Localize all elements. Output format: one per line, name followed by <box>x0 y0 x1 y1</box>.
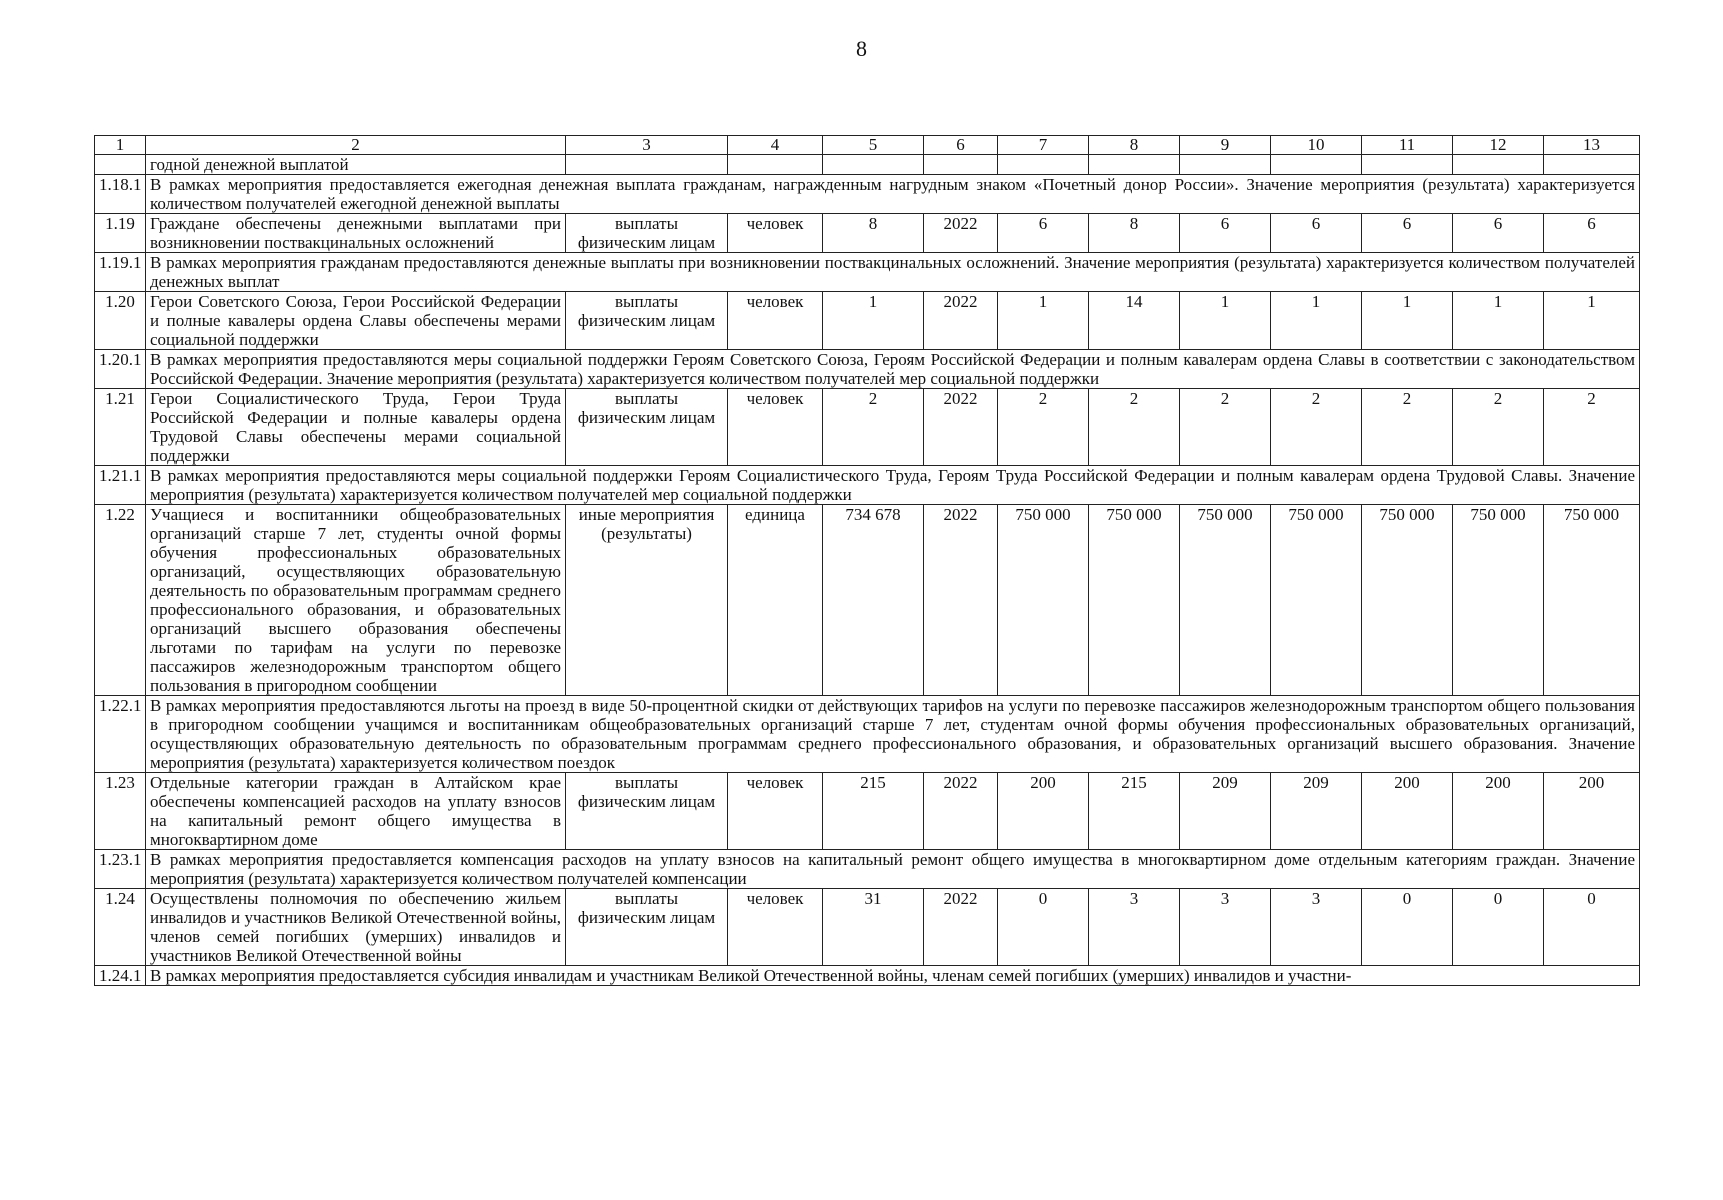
result-type: выплаты физическим лицам <box>566 773 728 850</box>
year-value: 0 <box>998 889 1089 966</box>
year-value: 750 000 <box>1089 505 1180 696</box>
row-number: 1.21 <box>95 389 146 466</box>
year-value: 750 000 <box>1544 505 1640 696</box>
indicators-table <box>94 135 1640 986</box>
row-number: 1.20.1 <box>95 350 146 389</box>
column-number: 5 <box>823 136 924 155</box>
empty-cell <box>728 155 823 175</box>
year-value: 750 000 <box>1453 505 1544 696</box>
result-name: Граждане обеспечены денежными выплатами при возникновении поствакцинальных осложнений <box>146 214 566 253</box>
year-value: 0 <box>1544 889 1640 966</box>
year-value: 750 000 <box>1180 505 1271 696</box>
column-number: 6 <box>924 136 998 155</box>
unit-of-measure: человек <box>728 773 823 850</box>
row-number: 1.23 <box>95 773 146 850</box>
description-row <box>95 175 1640 214</box>
description-text: В рамках мероприятия предоставляются меры социальной поддержки Героям Советского Союза, Героям Российской Федерации и полным кавалерам ордена Славы в соответствии с законодательством Российской Федерации. Значение мероприятия (результата) характеризуется количеством получателей мер социальной поддержки <box>146 350 1640 389</box>
column-number: 9 <box>1180 136 1271 155</box>
year-value: 750 000 <box>998 505 1089 696</box>
row-number: 1.19.1 <box>95 253 146 292</box>
base-year: 2022 <box>924 505 998 696</box>
description-text: В рамках мероприятия предоставляется компенсация расходов на уплату взносов на капитальный ремонт общего имущества в многоквартирном доме отдельным категориям граждан. Значение мероприятия (результата) характеризуется количеством получателей компенсации <box>146 850 1640 889</box>
column-number: 11 <box>1362 136 1453 155</box>
result-type: выплаты физическим лицам <box>566 889 728 966</box>
empty-cell <box>823 155 924 175</box>
year-value: 750 000 <box>1271 505 1362 696</box>
year-value: 1 <box>998 292 1089 350</box>
row-number: 1.22.1 <box>95 696 146 773</box>
year-value: 200 <box>1453 773 1544 850</box>
year-value: 3 <box>1271 889 1362 966</box>
result-row <box>95 292 1640 350</box>
year-value: 2 <box>1180 389 1271 466</box>
year-value: 0 <box>1362 889 1453 966</box>
year-value: 3 <box>1089 889 1180 966</box>
column-number: 10 <box>1271 136 1362 155</box>
year-value: 2 <box>1453 389 1544 466</box>
description-row <box>95 350 1640 389</box>
row-number: 1.24.1 <box>95 966 146 986</box>
year-value: 6 <box>1544 214 1640 253</box>
description-row <box>95 850 1640 889</box>
year-value: 6 <box>998 214 1089 253</box>
year-value: 6 <box>1180 214 1271 253</box>
base-year: 2022 <box>924 889 998 966</box>
result-type: выплаты физическим лицам <box>566 292 728 350</box>
description-text: В рамках мероприятия предоставляются льготы на проезд в виде 50-процентной скидки от действующих тарифов на услуги по перевозке пассажиров железнодорожным транспортом общего пользования в пригородном сообщении учащимся и воспитанникам общеобразовательных организаций старше 7 лет, студентам очной формы обучения профессиональных образовательных организаций, осуществляющих образовательную деятельность по образовательным программам среднего профессионального образования, и образовательных организаций высшего образования. Значение мероприятия (результата) характеризуется количеством поездок <box>146 696 1640 773</box>
year-value: 750 000 <box>1362 505 1453 696</box>
description-row <box>95 696 1640 773</box>
year-value: 200 <box>998 773 1089 850</box>
year-value: 2 <box>998 389 1089 466</box>
result-row <box>95 214 1640 253</box>
year-value: 3 <box>1180 889 1271 966</box>
row-number: 1.23.1 <box>95 850 146 889</box>
result-row <box>95 389 1640 466</box>
row-number: 1.19 <box>95 214 146 253</box>
year-value: 200 <box>1544 773 1640 850</box>
year-value: 6 <box>1271 214 1362 253</box>
description-row <box>95 466 1640 505</box>
year-value: 209 <box>1271 773 1362 850</box>
column-number: 12 <box>1453 136 1544 155</box>
year-value: 2 <box>1271 389 1362 466</box>
unit-of-measure: человек <box>728 389 823 466</box>
result-row <box>95 773 1640 850</box>
result-type: иные мероприятия (результаты) <box>566 505 728 696</box>
year-value: 1 <box>1544 292 1640 350</box>
row-number: 1.18.1 <box>95 175 146 214</box>
base-value: 215 <box>823 773 924 850</box>
empty-cell <box>924 155 998 175</box>
base-year: 2022 <box>924 292 998 350</box>
result-name: Герои Советского Союза, Герои Российской Федерации и полные кавалеры ордена Славы обеспечены мерами социальной поддержки <box>146 292 566 350</box>
unit-of-measure: человек <box>728 214 823 253</box>
description-text: В рамках мероприятия предоставляются меры социальной поддержки Героям Социалистического Труда, Героям Труда Российской Федерации и полным кавалерам ордена Трудовой Славы. Значение мероприятия (результата) характеризуется количеством получателей мер социальной поддержки <box>146 466 1640 505</box>
result-name: Герои Социалистического Труда, Герои Труда Российской Федерации и полные кавалеры ордена Трудовой Славы обеспечены мерами социальной поддержки <box>146 389 566 466</box>
column-number: 2 <box>146 136 566 155</box>
result-name: Учащиеся и воспитанники общеобразовательных организаций старше 7 лет, студенты очной формы обучения профессиональных образовательных организаций, осуществляющих образовательную деятельность по образовательным программам среднего профессионального образования, и образовательных организаций высшего образования обеспечены льготами по тарифам на услуги по перевозке пассажиров железнодорожным транспортом общего пользования в пригородном сообщении <box>146 505 566 696</box>
empty-cell <box>1453 155 1544 175</box>
base-value: 2 <box>823 389 924 466</box>
year-value: 200 <box>1362 773 1453 850</box>
column-number: 4 <box>728 136 823 155</box>
empty-cell <box>1271 155 1362 175</box>
row-number: 1.22 <box>95 505 146 696</box>
empty-cell <box>998 155 1089 175</box>
year-value: 1 <box>1453 292 1544 350</box>
description-text: В рамках мероприятия предоставляется ежегодная денежная выплата гражданам, награжденным нагрудным знаком «Почетный донор России». Значение мероприятия (результата) характеризуется количеством получателей ежегодной денежной выплаты <box>146 175 1640 214</box>
empty-cell <box>1362 155 1453 175</box>
row-number: 1.20 <box>95 292 146 350</box>
result-type: выплаты физическим лицам <box>566 214 728 253</box>
row-number <box>95 155 146 175</box>
base-year: 2022 <box>924 773 998 850</box>
unit-of-measure: человек <box>728 889 823 966</box>
result-row <box>95 889 1640 966</box>
unit-of-measure: человек <box>728 292 823 350</box>
base-year: 2022 <box>924 389 998 466</box>
empty-cell <box>1089 155 1180 175</box>
base-value: 8 <box>823 214 924 253</box>
year-value: 6 <box>1362 214 1453 253</box>
description-row <box>95 253 1640 292</box>
base-value: 31 <box>823 889 924 966</box>
year-value: 1 <box>1180 292 1271 350</box>
continued-text: годной денежной выплатой <box>146 155 566 175</box>
description-text: В рамках мероприятия предоставляется субсидия инвалидам и участникам Великой Отечественной войны, членам семей погибших (умерших) инвалидов и участни- <box>146 966 1640 986</box>
description-text: В рамках мероприятия гражданам предоставляются денежные выплаты при возникновении поствакцинальных осложнений. Значение мероприятия (результата) характеризуется количеством получателей денежных выплат <box>146 253 1640 292</box>
description-row <box>95 966 1640 986</box>
page-number: 8 <box>856 36 867 61</box>
year-value: 2 <box>1362 389 1453 466</box>
continuation-row <box>95 155 1640 175</box>
year-value: 209 <box>1180 773 1271 850</box>
column-number-row <box>95 136 1640 155</box>
year-value: 215 <box>1089 773 1180 850</box>
year-value: 2 <box>1089 389 1180 466</box>
year-value: 2 <box>1544 389 1640 466</box>
result-row <box>95 505 1640 696</box>
empty-cell <box>1544 155 1640 175</box>
table-body <box>95 136 1640 986</box>
result-type: выплаты физическим лицам <box>566 389 728 466</box>
row-number: 1.24 <box>95 889 146 966</box>
row-number: 1.21.1 <box>95 466 146 505</box>
column-number: 13 <box>1544 136 1640 155</box>
column-number: 3 <box>566 136 728 155</box>
base-year: 2022 <box>924 214 998 253</box>
result-name: Осуществлены полномочия по обеспечению жильем инвалидов и участников Великой Отечественной войны, членов семей погибших (умерших) инвалидов и участников Великой Отечественной войны <box>146 889 566 966</box>
column-number: 8 <box>1089 136 1180 155</box>
base-value: 1 <box>823 292 924 350</box>
empty-cell <box>566 155 728 175</box>
year-value: 6 <box>1453 214 1544 253</box>
empty-cell <box>1180 155 1271 175</box>
base-value: 734 678 <box>823 505 924 696</box>
year-value: 8 <box>1089 214 1180 253</box>
year-value: 1 <box>1362 292 1453 350</box>
year-value: 14 <box>1089 292 1180 350</box>
year-value: 1 <box>1271 292 1362 350</box>
year-value: 0 <box>1453 889 1544 966</box>
unit-of-measure: единица <box>728 505 823 696</box>
column-number: 1 <box>95 136 146 155</box>
column-number: 7 <box>998 136 1089 155</box>
result-name: Отдельные категории граждан в Алтайском крае обеспечены компенсацией расходов на уплату взносов на капитальный ремонт общего имущества в многоквартирном доме <box>146 773 566 850</box>
